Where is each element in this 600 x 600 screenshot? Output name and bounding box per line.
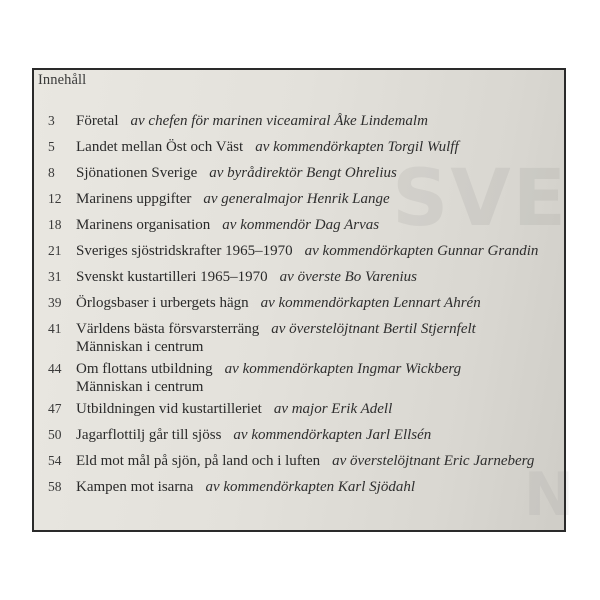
entry-title: Örlogsbaser i urbergets hägn <box>76 295 249 311</box>
entry-text <box>76 454 534 469</box>
entry-title: Svenskt kustartilleri 1965–1970 <box>76 269 268 285</box>
entry-text <box>76 362 461 377</box>
entry-title: Om flottans utbildning <box>76 361 213 377</box>
entry-text <box>76 480 415 495</box>
page-number: 47 <box>48 401 62 416</box>
toc-entry <box>34 472 564 498</box>
toc-entry <box>34 132 564 158</box>
bleed-through-shadow: N <box>523 460 574 530</box>
entry-title: Kampen mot isarna <box>76 479 194 495</box>
entry-title: Världens bästa försvarsterräng <box>76 321 260 337</box>
entry-author: av kommendörkapten Lennart Ahrén <box>260 295 481 311</box>
entry-text <box>76 140 459 155</box>
page-number: 44 <box>48 361 62 376</box>
entry-pretitle: Människan i centrum <box>76 379 204 395</box>
entry-text <box>76 114 428 129</box>
toc-entry <box>34 446 564 472</box>
toc-entry <box>34 106 564 132</box>
toc-entry <box>34 420 564 446</box>
entry-text <box>76 402 392 417</box>
entry-author: av generalmajor Henrik Lange <box>203 191 390 207</box>
entry-author: av överste Bo Varenius <box>279 269 417 285</box>
entry-title: Sveriges sjöstridskrafter 1965–1970 <box>76 243 293 259</box>
entry-author: av kommendör Dag Arvas <box>222 217 380 233</box>
entry-author: av kommendörkapten Karl Sjödahl <box>205 479 416 495</box>
entry-author: av överstelöjtnant Bertil Stjernfelt <box>271 321 476 337</box>
page-number: 8 <box>48 165 55 180</box>
entry-title: Utbildningen vid kustartilleriet <box>76 401 262 417</box>
entry-author: av kommendörkapten Torgil Wulff <box>255 139 459 155</box>
toc-entry <box>34 158 564 184</box>
bleed-through-shadow: SVE <box>392 154 568 244</box>
entry-title: Marinens organisation <box>76 217 211 233</box>
page-number: 50 <box>48 427 62 442</box>
toc-entry <box>34 210 564 236</box>
page-number: 39 <box>48 295 62 310</box>
toc-entry <box>34 262 564 288</box>
entry-text <box>76 296 481 311</box>
page-number: 5 <box>48 139 55 154</box>
toc-entry <box>34 380 564 420</box>
page-number: 41 <box>48 321 62 336</box>
entry-author: av kommendörkapten Jarl Ellsén <box>233 427 432 443</box>
toc-heading: Innehåll <box>38 72 87 88</box>
entry-title: Sjönationen Sverige <box>76 165 198 181</box>
entry-author: av major Erik Adell <box>273 401 393 417</box>
entry-title: Landet mellan Öst och Väst <box>76 139 244 155</box>
page-number: 31 <box>48 269 62 284</box>
entry-author: av kommendörkapten Gunnar Grandin <box>304 243 539 259</box>
entry-text <box>76 270 417 285</box>
entry-title: Eld mot mål på sjön, på land och i luften <box>76 453 321 469</box>
page-number: 21 <box>48 243 62 258</box>
entry-text <box>76 166 397 181</box>
entry-text <box>76 244 538 259</box>
toc-entry <box>34 184 564 210</box>
entry-title: Företal <box>76 113 119 129</box>
entry-title: Marinens uppgifter <box>76 191 192 207</box>
page-number: 12 <box>48 191 62 206</box>
entry-author: av chefen för marinen viceamiral Åke Lindemalm <box>130 113 428 129</box>
entry-pretitle: Människan i centrum <box>76 339 204 355</box>
page-number: 54 <box>48 453 62 468</box>
page-number: 58 <box>48 479 62 494</box>
toc-entry <box>34 236 564 262</box>
toc-entry <box>34 288 564 314</box>
page-number: 3 <box>48 113 55 128</box>
toc-entry <box>34 340 564 380</box>
page-number: 18 <box>48 217 62 232</box>
toc-list <box>34 106 564 498</box>
entry-text <box>76 428 431 443</box>
entry-text <box>76 218 379 233</box>
toc-entry <box>34 314 564 340</box>
book-page-photo <box>32 68 574 532</box>
entry-title: Jagarflottilj går till sjöss <box>76 427 222 443</box>
entry-text <box>76 192 390 207</box>
entry-author: av kommendörkapten Ingmar Wickberg <box>224 361 462 377</box>
entry-author: av överstelöjtnant Eric Jarneberg <box>332 453 535 469</box>
entry-author: av byrådirektör Bengt Ohrelius <box>209 165 397 181</box>
entry-text <box>76 322 476 337</box>
